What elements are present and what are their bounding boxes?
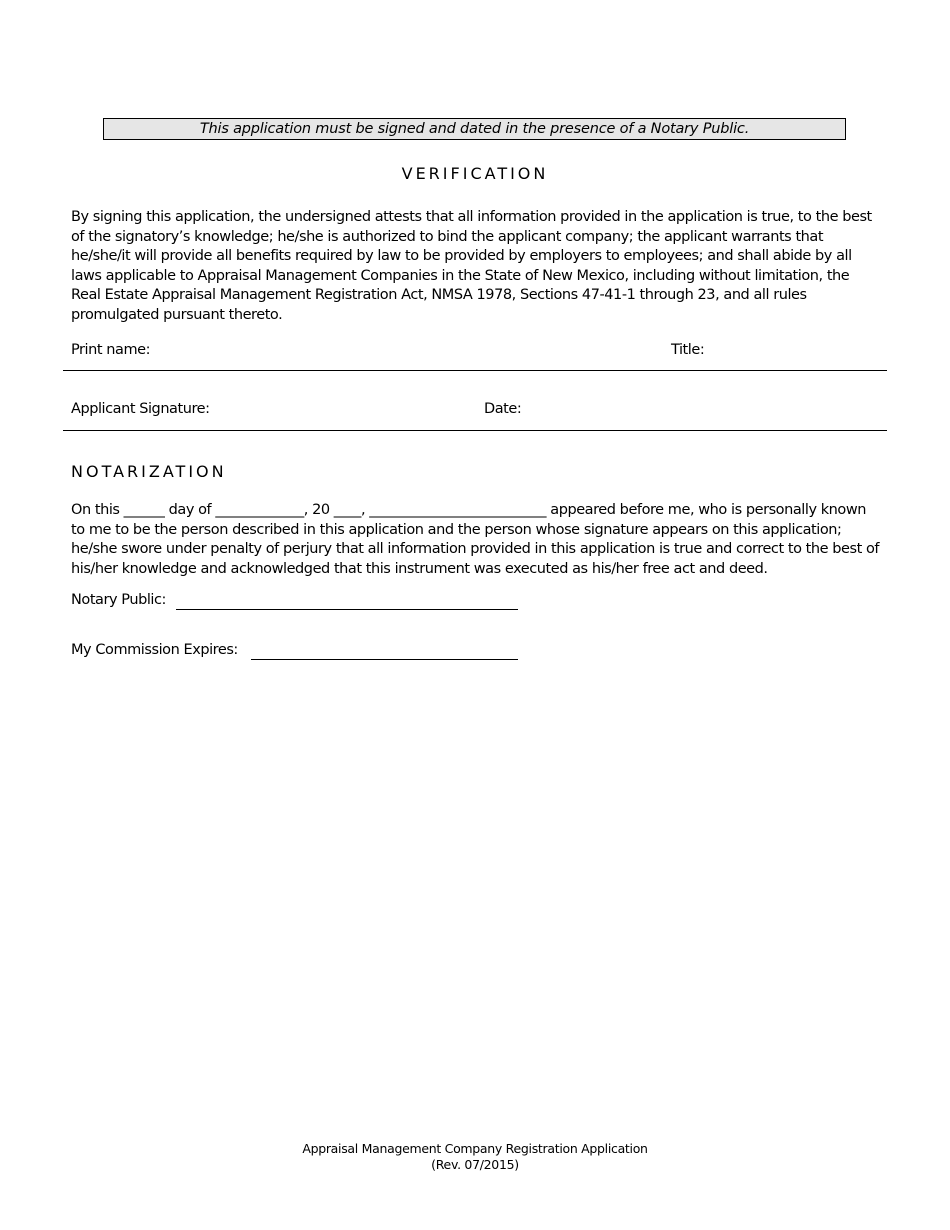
print-name-line[interactable] xyxy=(63,370,887,371)
signature-line[interactable] xyxy=(63,430,887,431)
footer-title: Appraisal Management Company Registration Application xyxy=(302,1141,648,1156)
applicant-signature-label: Applicant Signature: xyxy=(71,401,210,417)
verification-heading: VERIFICATION xyxy=(401,164,549,183)
page-footer xyxy=(0,1141,950,1173)
print-name-label: Print name: xyxy=(71,342,151,358)
notary-public-line[interactable] xyxy=(176,609,518,610)
notary-public-label: Notary Public: xyxy=(71,592,166,608)
commission-expires-line[interactable] xyxy=(251,659,518,660)
notary-notice-box xyxy=(103,118,846,140)
commission-expires-label: My Commission Expires: xyxy=(71,642,238,658)
notarization-heading: NOTARIZATION xyxy=(71,462,227,481)
notarization-statement: On this ______ day of _____________, 20 ____, __________________________ appeared before me, who is personally known to me to be the person described in this application and the person whose signature appears on this application; he/she swore under penalty of perjury that all information provided in this application is true and correct to the best of his/her knowledge and acknowledged that this instrument was executed as his/her free act and deed. xyxy=(71,502,880,577)
notary-notice-text: This application must be signed and dated in the presence of a Notary Public. xyxy=(199,121,750,137)
title-label: Title: xyxy=(671,342,705,358)
verification-statement: By signing this application, the undersigned attests that all information provided in the application is true, to the best of the signatory’s knowledge; he/she is authorized to bind the applicant company; the applicant warrants that he/she/it will provide all benefits required by law to be provided by employers to employees; and shall abide by all laws applicable to Appraisal Management Companies in the State of New Mexico, including without limitation, the Real Estate Appraisal Management Registration Act, NMSA 1978, Sections 47-41-1 through 23, and all rules promulgated pursuant thereto. xyxy=(71,209,872,323)
date-label: Date: xyxy=(484,401,522,417)
footer-revision: (Rev. 07/2015) xyxy=(431,1157,519,1172)
